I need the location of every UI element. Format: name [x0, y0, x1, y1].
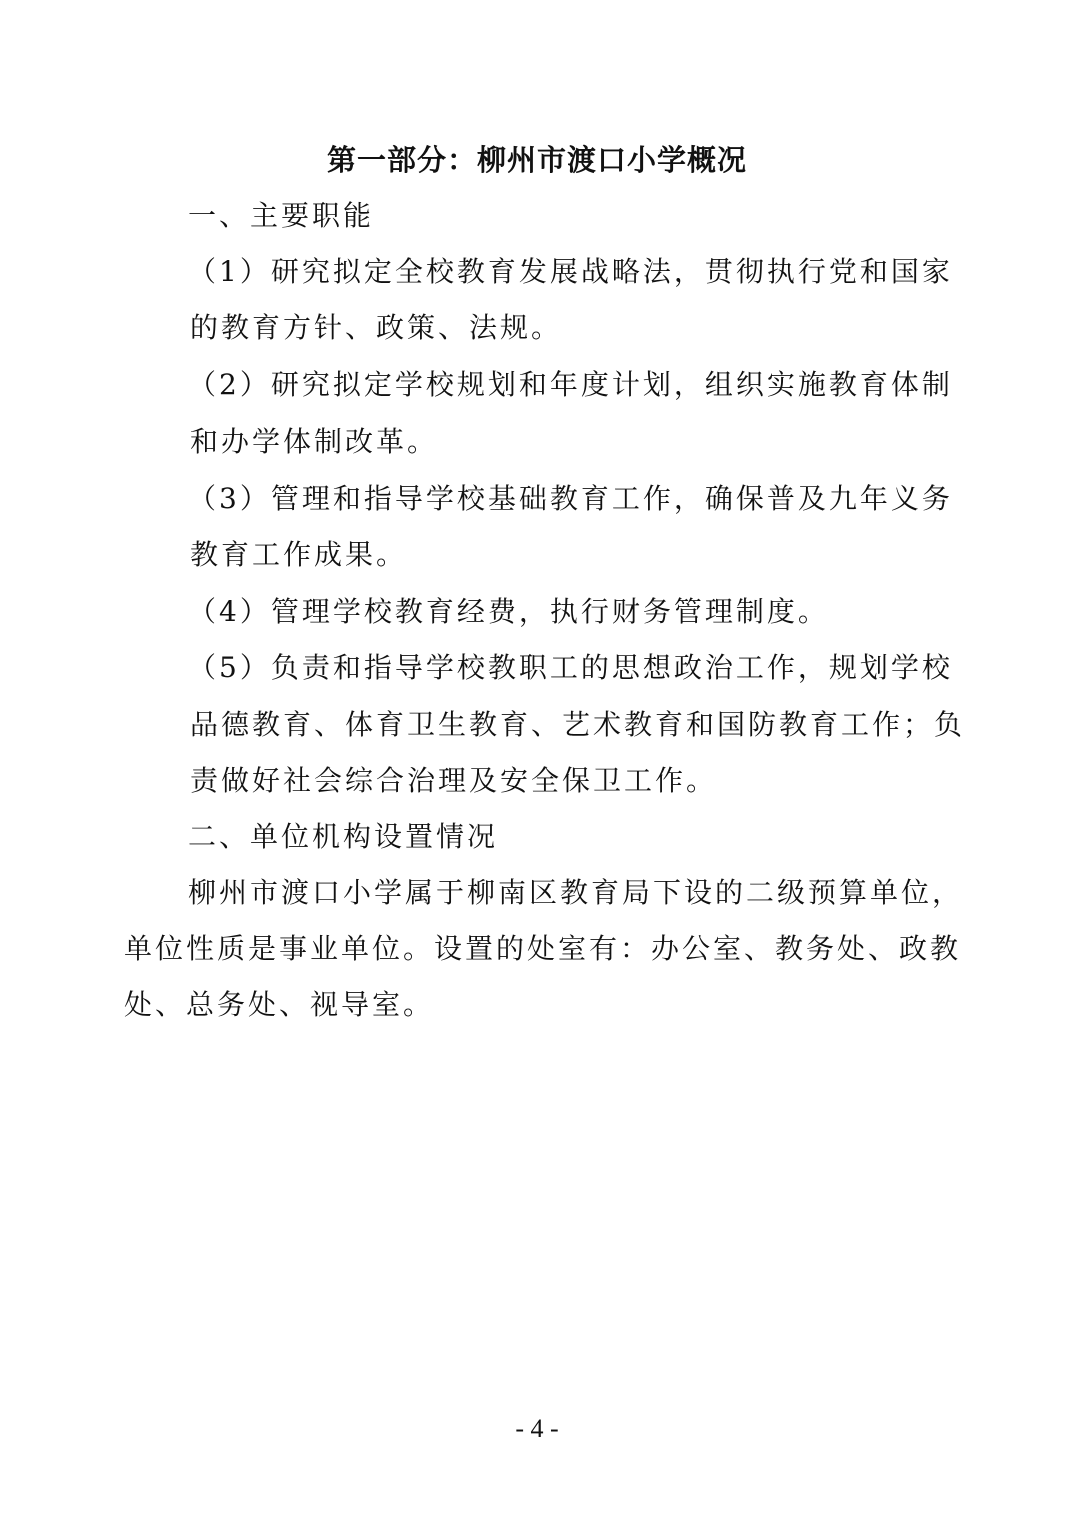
page-number: - 4 -: [515, 1414, 559, 1443]
organization-paragraph-line-2: 单位性质是事业单位。设置的处室有：办公室、教务处、政教: [124, 932, 962, 965]
function-item-5-line-3: 责做好社会综合治理及安全保卫工作。: [190, 764, 718, 797]
function-item-3-line-1: （3）管理和指导学校基础教育工作，确保普及九年义务: [188, 482, 953, 515]
function-item-2-line-1: （2）研究拟定学校规划和年度计划，组织实施教育体制: [188, 368, 953, 401]
page-title: 第一部分：柳州市渡口小学概况: [326, 143, 747, 177]
organization-paragraph-line-1: 柳州市渡口小学属于柳南区教育局下设的二级预算单位，: [188, 876, 964, 909]
section-heading-organization: 二、单位机构设置情况: [188, 820, 499, 853]
function-item-1-line-2: 的教育方针、政策、法规。: [190, 311, 563, 344]
function-item-5-line-1: （5）负责和指导学校教职工的思想政治工作，规划学校: [188, 651, 953, 684]
function-item-5-line-2: 品德教育、体育卫生教育、艺术教育和国防教育工作；负: [190, 708, 966, 741]
function-item-4-line-1: （4）管理学校教育经费，执行财务管理制度。: [188, 595, 829, 628]
function-item-1-line-1: （1）研究拟定全校教育发展战略法，贯彻执行党和国家: [188, 255, 953, 288]
section-heading-main-functions: 一、主要职能: [188, 199, 375, 232]
organization-paragraph-line-3: 处、总务处、视导室。: [124, 988, 435, 1021]
function-item-3-line-2: 教育工作成果。: [190, 538, 408, 571]
function-item-2-line-2: 和办学体制改革。: [190, 425, 439, 458]
